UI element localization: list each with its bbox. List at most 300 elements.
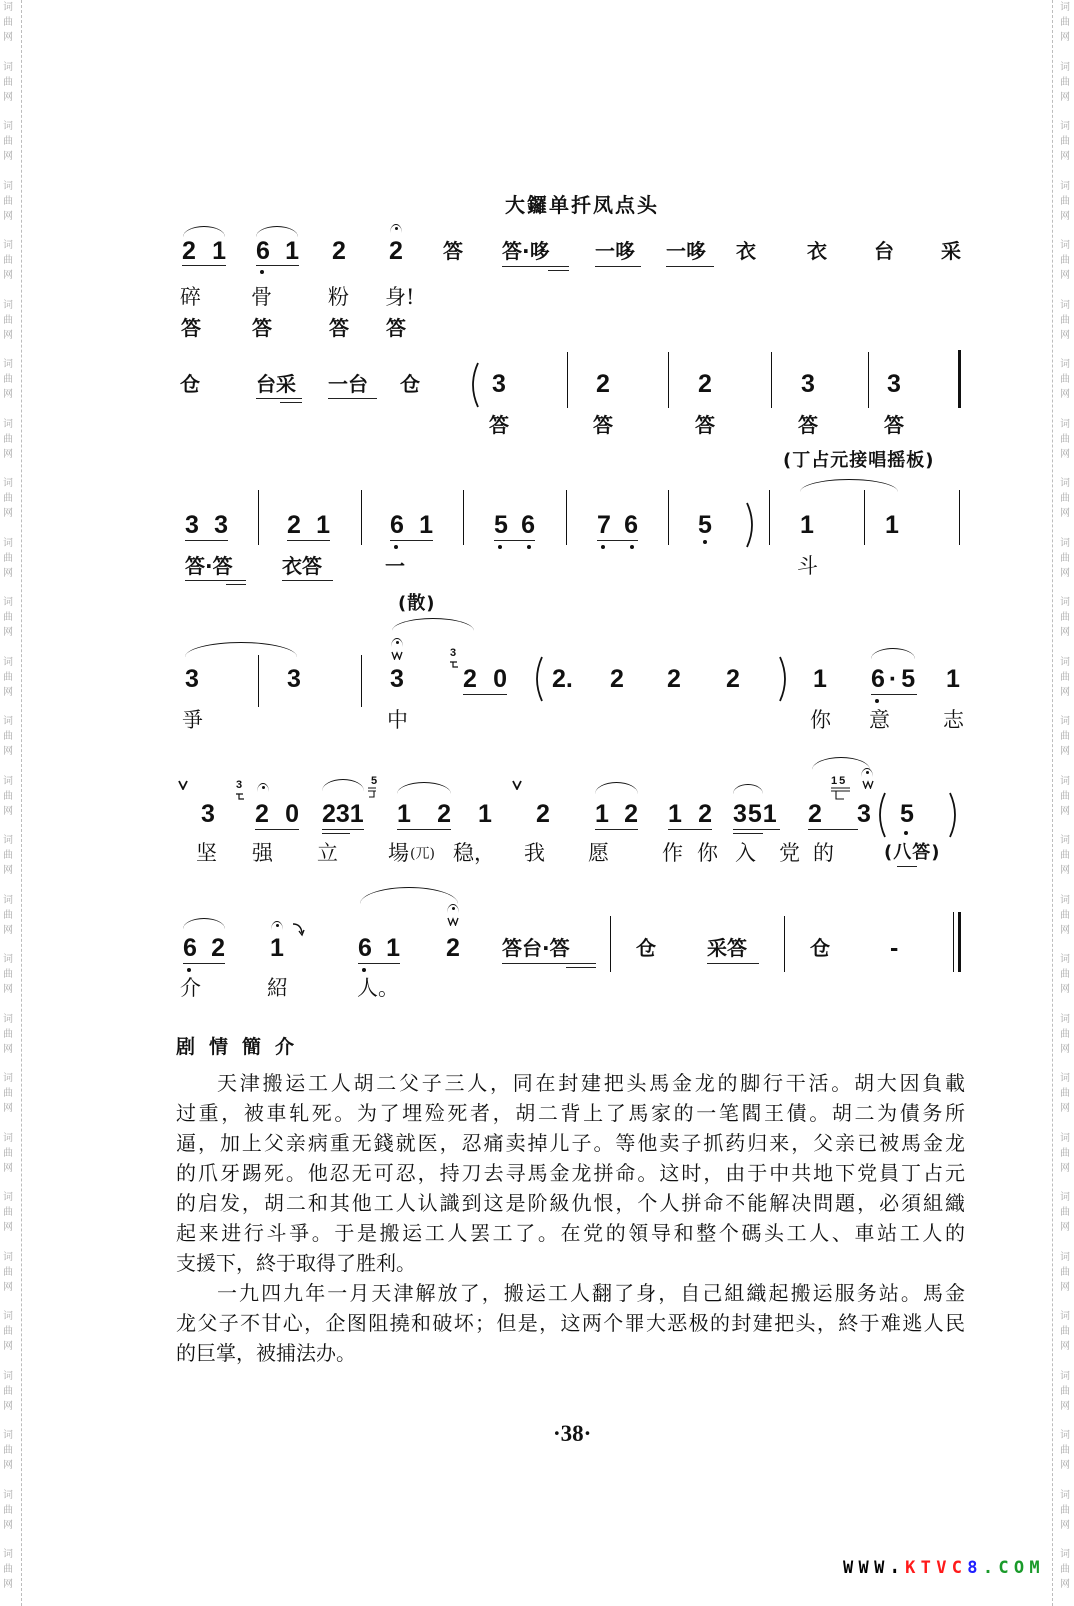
margin-watermark-char: 网 [1060,984,1070,995]
margin-watermark-group [3,60,15,105]
margin-watermark-char: 词 [1060,1549,1070,1560]
margin-watermark-char: 网 [1060,805,1070,817]
margin-watermark-char: 曲 [1060,1266,1070,1278]
percussion-syllable: 一 [385,554,405,578]
barline [769,490,770,545]
grace-hook-icon [367,787,377,799]
margin-watermark-char: 曲 [3,731,13,742]
margin-watermark-char: 网 [1060,1519,1070,1531]
margin-watermark-char: 词 [1060,299,1070,311]
margin-watermark-char: 网 [1060,1341,1070,1352]
margin-watermark-char: 网 [3,746,13,757]
note-group: 231 [322,800,364,828]
paragraph-line: 支援下，終于取得了胜利。 [176,1251,416,1275]
margin-watermark-char: 网 [1060,1103,1070,1114]
margin-watermark-char: 词 [1060,1073,1070,1084]
lyric: 入 [735,841,756,865]
low-octave-dot [498,545,502,549]
margin-watermark-char: 词 [1060,894,1070,906]
margin-watermark-char: 曲 [3,612,13,623]
lyric: 紹 [267,976,288,1000]
site-watermark-prefix: www. [843,1552,906,1580]
margin-watermark-char: 曲 [3,493,13,504]
fermata-icon [390,224,402,233]
margin-watermark-char: 网 [3,1341,13,1352]
margin-watermark-group [1060,238,1072,283]
percussion-syllable: 答 [252,316,272,340]
percussion-syllable: 一哆 [666,239,706,263]
lyric: 你 [697,841,718,865]
underline [666,266,714,267]
margin-watermark-char: 词 [3,1311,13,1322]
margin-watermark-char: 网 [3,210,13,222]
final-barline-thick [958,912,961,972]
lyric: 的 [813,841,834,865]
note-group: 7 6 [597,511,638,539]
margin-watermark-char: 词 [1060,121,1070,132]
margin-watermark-group [3,238,15,283]
underline [185,580,246,581]
note: 2 [389,237,403,265]
note: 5 [698,511,712,539]
low-octave-dot [362,968,366,972]
margin-watermark-char: 曲 [3,1504,13,1516]
margin-watermark-char: 网 [3,1519,13,1531]
percussion-syllable: 答 [798,413,818,437]
margin-watermark-char: 网 [3,1281,13,1293]
barline [566,490,567,545]
underline [494,540,535,541]
margin-watermark-char: 网 [3,1043,13,1055]
barline [668,352,669,408]
breath-mark-icon [512,780,522,790]
margin-watermark-char: 网 [1060,91,1070,103]
margin-watermark-char: 词 [3,299,13,311]
margin-watermark-char: 网 [3,1460,13,1471]
note: 1 [800,511,814,539]
margin-watermark-char: 网 [3,924,13,936]
barline [361,655,362,707]
percussion-syllable: 答 [489,413,509,437]
site-watermark [843,1552,1045,1580]
margin-watermark-char: 曲 [1060,1028,1070,1040]
margin-watermark-left [3,0,15,1606]
synopsis-heading: 剧情簡介 [176,1036,309,1058]
margin-watermark-char: 曲 [3,314,13,326]
margin-watermark-char: 网 [3,270,13,281]
margin-watermark-group [3,417,15,462]
paren-open-icon [468,362,480,408]
margin-watermark-group [3,833,15,878]
underline [390,540,433,541]
grace-note: 15 [831,775,848,787]
margin-watermark-char: 词 [3,359,13,370]
percussion-syllable: 答台·答 [502,936,570,960]
slur [812,757,870,770]
margin-watermark-char: 词 [3,240,13,251]
slur [360,887,458,904]
lyric: 愿 [588,841,609,865]
note: 3 [887,370,901,398]
percussion-syllable: 答 [181,316,201,340]
margin-watermark-char: 词 [1060,1489,1070,1501]
margin-watermark-group [3,1131,15,1176]
margin-watermark-char: 网 [3,329,13,341]
turn-arrow-icon [292,922,305,937]
percussion-syllable: 采 [941,239,961,263]
section-title: 大鑼单扦凤点头 [505,193,659,217]
margin-dashed-line-left [21,0,22,1606]
margin-watermark-group [1060,1012,1072,1057]
margin-watermark-char: 曲 [3,17,13,28]
percussion-syllable: 仓 [180,372,200,396]
barline [463,490,464,545]
margin-watermark-char: 词 [1060,1311,1070,1322]
margin-watermark-char: 曲 [1060,314,1070,326]
extension-dash: - [890,934,899,962]
lyric: 党 [779,841,800,865]
trill-icon [391,651,403,660]
margin-watermark-char: 网 [1060,1281,1070,1293]
note-group: 1 2 [595,800,638,828]
margin-watermark-char: 曲 [1060,493,1070,504]
margin-watermark-char: 词 [3,478,13,489]
margin-watermark-char: 网 [3,567,13,579]
margin-watermark-char: 词 [3,1489,13,1501]
margin-watermark-char: 曲 [3,850,13,861]
margin-watermark-char: 曲 [1060,433,1070,445]
note: 3 [201,800,215,828]
margin-watermark-char: 曲 [1060,909,1070,921]
note-group: 351 [733,800,778,828]
low-octave-dot [527,545,531,549]
margin-watermark-group [3,476,15,521]
margin-watermark-char: 网 [3,508,13,519]
underline [397,829,451,830]
margin-watermark-char: 网 [1060,746,1070,757]
lyric: 强 [252,841,273,865]
lyric: 場 [388,841,409,865]
barline [258,490,259,545]
margin-watermark-char: 词 [3,180,13,192]
note: 3 [801,370,815,398]
underline [255,829,299,830]
margin-watermark-char: 曲 [1060,255,1070,266]
low-octave-dot [904,831,908,835]
lyric: 人。 [357,976,399,1000]
note: 2 [536,800,550,828]
margin-watermark-char: 词 [1060,1370,1070,1382]
margin-watermark-char: 词 [1060,954,1070,965]
margin-watermark-char: 网 [1060,389,1070,400]
margin-watermark-group [3,1309,15,1354]
percussion-syllable: 仓 [636,936,656,960]
barline [959,490,960,545]
slur [733,784,763,794]
margin-watermark-group [3,536,15,581]
margin-watermark-char: 曲 [1060,17,1070,28]
margin-watermark-group [3,1488,15,1533]
margin-watermark-right [1060,0,1072,1606]
lyric: 介 [180,976,201,1000]
note: 5 [900,800,914,828]
margin-watermark-char: 网 [1060,1579,1070,1590]
underline [287,540,330,541]
percussion-syllable: 答 [695,413,715,437]
margin-watermark-group [1060,1369,1072,1414]
note: 2 [332,237,346,265]
margin-watermark-char: 曲 [1060,1504,1070,1516]
margin-watermark-char: 网 [1060,1400,1070,1412]
underline [502,266,569,267]
percussion-syllable: 答·哆 [502,239,550,263]
lyric-aside: (兀) [410,846,435,862]
margin-watermark-group [1060,1190,1072,1235]
margin-watermark-char: 曲 [3,136,13,147]
margin-watermark-char: 词 [3,1132,13,1144]
margin-watermark-group [3,1250,15,1295]
margin-watermark-char: 曲 [3,1028,13,1040]
margin-watermark-char: 网 [3,151,13,162]
note-group: 2 0 [463,665,507,693]
underline [668,829,712,830]
margin-watermark-group [1060,476,1072,521]
note: 2 [610,665,624,693]
margin-watermark-char: 网 [3,865,13,876]
margin-watermark-char: 曲 [3,552,13,564]
margin-watermark-char: 词 [1060,775,1070,787]
margin-watermark-char: 词 [3,835,13,846]
margin-watermark-char: 曲 [1060,612,1070,623]
note-group: 1 2 [397,800,451,828]
margin-watermark-char: 曲 [3,76,13,88]
grace-note: 3 [450,647,457,659]
barline [771,352,772,408]
underline [282,580,333,581]
margin-watermark-char: 网 [1060,567,1070,579]
fermata-icon [257,783,269,792]
percussion-syllable: 答 [386,316,406,340]
margin-watermark-char: 网 [3,1103,13,1114]
trill-icon [862,780,874,789]
margin-watermark-char: 词 [1060,1132,1070,1144]
paragraph-line: 起来进行斗爭。于是搬运工人罢工了。在党的領导和整个碼头工人、車站工人的 [176,1221,965,1245]
lyric: 意 [869,708,890,732]
margin-watermark-char: 词 [1060,359,1070,370]
paren-open-icon [875,792,887,838]
paragraph-line: 的启发，胡二和其他工人认識到这是阶級仇恨，个人拼命不能解决問題，必須組織 [176,1191,965,1215]
barline [668,490,669,545]
margin-watermark-char: 词 [3,894,13,906]
lyric: 碎 [180,285,201,309]
margin-watermark-char: 词 [3,1370,13,1382]
low-octave-dot [703,540,707,544]
margin-watermark-char: 网 [3,389,13,400]
low-octave-dot [187,968,191,972]
lyric: 坚 [196,841,217,865]
margin-watermark-char: 网 [1060,686,1070,698]
underline [733,829,780,830]
margin-watermark-char: 词 [3,775,13,787]
note: 2 [698,370,712,398]
margin-dashed-line-right [1052,0,1053,1606]
underline [548,270,569,271]
paragraph-line: 的爪牙踢死。他忍无可忍，持刀去寻馬金龙拼命。这时，由于中共地下党員丁占元 [176,1161,965,1185]
note-group: 6 1 [390,511,433,539]
lyric: 你 [810,708,831,732]
margin-watermark-char: 曲 [3,1088,13,1099]
underline [707,963,759,964]
margin-watermark-char: 曲 [3,790,13,802]
low-octave-dot [601,545,605,549]
margin-watermark-char: 曲 [1060,1385,1070,1397]
margin-watermark-char: 词 [3,537,13,549]
margin-watermark-char: 词 [3,597,13,608]
margin-watermark-char: 曲 [1060,790,1070,802]
note-group: 6 1 [256,237,299,265]
note: 1 [478,800,492,828]
low-octave-dot [630,545,634,549]
percussion-syllable: 采答 [707,936,747,960]
margin-watermark-group [1060,1250,1072,1295]
margin-watermark-group [3,1547,15,1592]
margin-watermark-group [3,774,15,819]
underline [226,584,246,585]
lyric: 粉 [328,285,349,309]
slur [256,226,298,237]
margin-watermark-group [3,357,15,402]
low-octave-dot [260,270,264,274]
margin-watermark-group [1060,417,1072,462]
margin-watermark-group [1060,179,1072,224]
underline [871,694,917,695]
slur [185,642,297,657]
barline [868,352,869,408]
lyric: 志 [943,708,964,732]
margin-watermark-char: 曲 [3,1445,13,1456]
margin-watermark-char: 网 [1060,270,1070,281]
percussion-syllable: 仓 [400,372,420,396]
barline [864,490,865,545]
underline [280,402,302,403]
underline [808,829,858,830]
fermata-icon [447,904,459,913]
low-octave-dot [875,699,879,703]
margin-watermark-char: 词 [3,954,13,965]
margin-watermark-char: 词 [3,1073,13,1084]
grace-hook-icon [449,660,459,669]
margin-watermark-group [3,298,15,343]
lyric: 爭 [182,708,203,732]
margin-watermark-char: 曲 [3,1207,13,1218]
barline [784,916,785,972]
margin-watermark-char: 词 [3,418,13,430]
margin-watermark-char: 词 [3,1430,13,1441]
paragraph-line: 的巨掌，被捕法办。 [176,1341,356,1365]
margin-watermark-char: 曲 [1060,850,1070,861]
margin-watermark-group [1060,1428,1072,1473]
margin-watermark-char: 网 [1060,924,1070,936]
slur [183,226,225,237]
underline [182,265,226,266]
margin-watermark-char: 网 [1060,1043,1070,1055]
paren-close-icon [745,502,757,548]
percussion-syllable: 衣 [736,239,756,263]
margin-watermark-char: 词 [3,1013,13,1025]
fermata-icon [271,921,283,930]
underline [595,266,641,267]
slur [397,782,451,794]
lyric: 立 [317,841,338,865]
percussion-syllable: 答 [443,239,463,263]
margin-watermark-group [3,1071,15,1116]
margin-watermark-char: 曲 [1060,195,1070,207]
margin-watermark-char: 曲 [3,1385,13,1397]
margin-watermark-char: 词 [1060,180,1070,192]
margin-watermark-group [3,595,15,640]
underline [358,963,400,964]
margin-watermark-char: 词 [1060,1192,1070,1203]
margin-watermark-group [1060,60,1072,105]
margin-watermark-char: 网 [1060,329,1070,341]
margin-watermark-char: 曲 [3,195,13,207]
note: 3 [857,800,871,828]
margin-watermark-group [3,893,15,938]
margin-watermark-char: 词 [1060,418,1070,430]
margin-watermark-char: 词 [1060,240,1070,251]
margin-watermark-group [1060,1309,1072,1354]
margin-watermark-group [1060,1488,1072,1533]
margin-watermark-char: 曲 [1060,1088,1070,1099]
underline [897,866,917,867]
margin-watermark-char: 网 [3,805,13,817]
margin-watermark-group [1060,298,1072,343]
margin-watermark-group [1060,1131,1072,1176]
note: 1 [813,665,827,693]
paren-open-icon [532,656,544,702]
percussion-syllable: 一台 [328,372,368,396]
site-watermark-digit: 8 [967,1558,983,1578]
percussion-syllable: 答 [884,413,904,437]
margin-watermark-group [3,1428,15,1473]
lyric: 斗 [797,554,818,578]
margin-watermark-char: 词 [1060,478,1070,489]
fermata-icon [391,638,403,647]
note: 2 [667,665,681,693]
margin-watermark-char: 曲 [1060,1445,1070,1456]
margin-watermark-char: 网 [1060,448,1070,460]
margin-watermark-group [3,1190,15,1235]
paragraph-line: 一九四九年一月天津解放了，搬运工人翻了身，自己組織起搬运服务站。馬金 [217,1281,965,1305]
slur [392,618,474,631]
margin-watermark-char: 曲 [1060,1326,1070,1337]
margin-watermark-group [1060,357,1072,402]
margin-watermark-char: 网 [3,1400,13,1412]
note-group: 6·5 [871,665,920,693]
paragraph-line: 龙父子不甘心，企图阻撓和破坏；但是，这两个罪大恶极的封建把头，終于难逃人民 [176,1311,965,1335]
margin-watermark-char: 网 [1060,1460,1070,1471]
margin-watermark-group [3,119,15,164]
note: 3 [390,665,404,693]
margin-watermark-char: 网 [1060,210,1070,222]
lyric: 身! [385,285,415,309]
margin-watermark-char: 网 [3,91,13,103]
margin-watermark-char: 曲 [1060,1207,1070,1218]
underline [328,398,377,399]
margin-watermark-group [1060,0,1072,45]
margin-watermark-group [1060,893,1072,938]
underline [322,829,364,830]
